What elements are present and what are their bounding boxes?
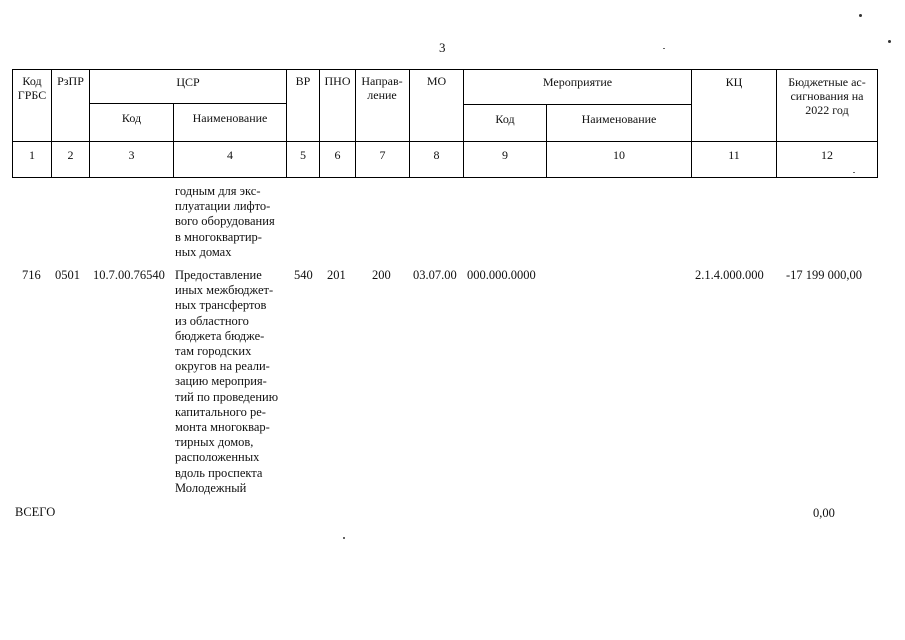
col-number: 6 [334, 148, 341, 162]
total-value: 0,00 [813, 506, 835, 520]
cell-grbs: 716 [22, 268, 41, 282]
col-number: 12 [821, 148, 833, 162]
total-label: ВСЕГО [15, 505, 56, 519]
col-csr-kod: Код [121, 111, 142, 125]
col-kod-grbs: Код ГРБС [17, 74, 47, 102]
cell-napr: 200 [372, 268, 391, 282]
col-meropr-name: Наименование [581, 112, 657, 126]
cell-kc: 2.1.4.000.000 [695, 268, 764, 282]
scan-speck [343, 537, 345, 539]
page-number: 3 [439, 40, 446, 55]
col-budget: Бюджетные ас-сигнования на 2022 год [788, 75, 866, 117]
col-napr: Направ-ление [361, 74, 403, 102]
col-vr: ВР [295, 74, 311, 88]
col-csr: ЦСР [176, 75, 200, 89]
cell-rzpr: 0501 [55, 268, 80, 282]
cell-pno: 201 [327, 268, 346, 282]
cell-csr-name: Предоставление иных межбюджет- ных трансфертов из областного бюджета бюдже- там городских округов на реали- зацию мероприя- тий по проведению капитального ре- монта многоквар- тирных домов, расположенных вдоль проспекта Молодежный [175, 268, 279, 495]
cell-vr: 540 [294, 268, 313, 282]
col-meropr-kod: Код [495, 112, 515, 126]
cell-mo: 03.07.00 [413, 268, 457, 282]
continuation-text: годным для экс- плуатации лифто- вого оборудования в многоквартир- ных домах [175, 184, 275, 259]
col-number: 11 [728, 148, 740, 162]
col-number: 7 [379, 148, 386, 162]
col-kc: КЦ [725, 75, 743, 89]
scan-speck [859, 14, 862, 17]
col-number: 5 [300, 148, 306, 162]
col-number: 2 [67, 148, 74, 162]
cell-csr-kod: 10.7.00.76540 [93, 268, 165, 282]
col-number: 3 [128, 148, 135, 162]
col-csr-name: Наименование [192, 111, 268, 125]
cell-meropr-kod: 000.000.0000 [467, 268, 536, 282]
col-number: 9 [502, 148, 508, 162]
col-pno: ПНО [324, 74, 351, 88]
col-meropr: Мероприятие [542, 75, 613, 89]
col-number: 1 [29, 148, 35, 162]
cell-budget: -17 199 000,00 [786, 268, 863, 282]
col-number: 8 [433, 148, 440, 162]
col-number: 10 [613, 148, 625, 162]
scan-speck [853, 172, 855, 173]
col-mo: МО [426, 74, 447, 88]
scan-speck [888, 40, 891, 43]
col-number: 4 [227, 148, 233, 162]
scan-speck [663, 48, 665, 49]
col-rzpr: РзПР [57, 74, 84, 88]
